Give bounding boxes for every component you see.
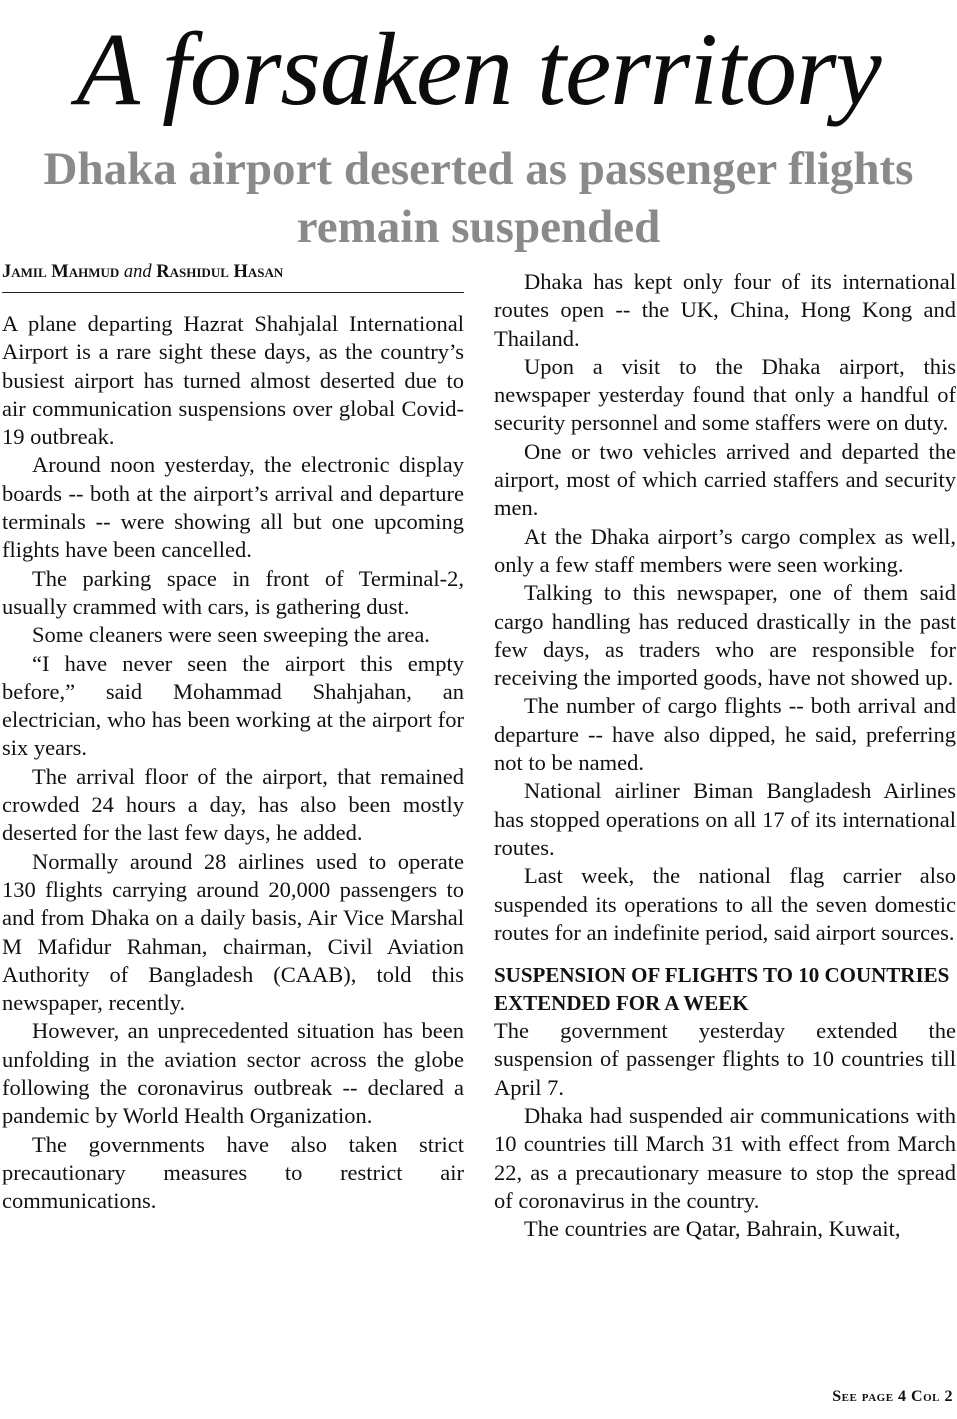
paragraph: Dhaka has kept only four of its international routes open -- the UK, China, Hong Kong and Thailand. [494, 269, 956, 351]
paragraph: Some cleaners were seen sweeping the area. [32, 622, 430, 648]
paragraph: The government yesterday extended the suspension of passenger flights to 10 countries till April 7. [494, 1018, 956, 1100]
paragraph: A plane departing Hazrat Shahjalal International Airport is a rare sight these days, as the country’s busiest airport has turned almost deserted due to air communication suspensions over global Covid-19 outbreak. [2, 311, 464, 450]
author-name: Rashidul Hasan [156, 262, 284, 282]
paragraph: The number of cargo flights -- both arrival and departure -- have also dipped, he said, preferring not to be named. [494, 693, 956, 776]
author-name: Jamil Mahmud [2, 262, 120, 282]
paragraph: One or two vehicles arrived and departed the airport, most of which carried staffers and security men. [494, 438, 956, 521]
paragraph: Dhaka had suspended air communications with 10 countries till March 31 with effect from March 22, as a precautionary measure to stop the spread of coronavirus in the country. [494, 1103, 956, 1213]
paragraph: Normally around 28 airlines used to operate 130 flights carrying around 20,000 passengers to and from Dhaka on a daily basis, Air Vice Marshal M Mafidur Rahman, chairman, Civil Aviation Authority of Bangladesh (CAAB), told this newspaper, recently. [2, 848, 464, 1016]
byline [2, 260, 464, 293]
byline-conjunction: and [123, 262, 152, 282]
subsection-heading: SUSPENSION OF FLIGHTS TO 10 COUNTRIES EXTENDED FOR A WEEK [494, 963, 950, 1016]
paragraph: The arrival floor of the airport, that remained crowded 24 hours a day, has also been mostly deserted for the last few days, he added. [2, 763, 464, 846]
paragraph: However, an unprecedented situation has been unfolding in the aviation sector across the globe following the coronavirus outbreak -- declared a pandemic by World Health Organization. [2, 1018, 464, 1129]
paragraph: At the Dhaka airport’s cargo complex as well, only a few staff members were seen working. [494, 523, 956, 577]
subheadline: Dhaka airport deserted as passenger flights remain suspended [43, 143, 914, 253]
paragraph: “I have never seen the airport this empty before,” said Mohammad Shahjahan, an electrician, who has been working at the airport for six years. [2, 650, 464, 761]
headline: A forsaken territory [76, 12, 881, 127]
article-column-1 [2, 310, 464, 1216]
paragraph: Upon a visit to the Dhaka airport, this newspaper yesterday found that only a handful of security personnel and some staffers were on duty. [494, 353, 956, 436]
jump-line: See page 4 Col 2 [832, 1388, 953, 1405]
paragraph: Around noon yesterday, the electronic display boards -- both at the airport’s arrival and departure terminals -- were showing all but one upcoming flights have been cancelled. [2, 452, 464, 563]
paragraph: Last week, the national flag carrier also suspended its operations to all the seven domestic routes for an indefinite period, said airport sources. [494, 863, 956, 945]
paragraph: National airliner Biman Bangladesh Airlines has stopped operations on all 17 of its international routes. [494, 778, 956, 860]
article-column-2 [494, 268, 956, 1244]
paragraph: The countries are Qatar, Bahrain, Kuwait, [524, 1216, 901, 1242]
paragraph: The parking space in front of Terminal-2, usually crammed with cars, is gathering dust. [2, 565, 464, 619]
paragraph: The governments have also taken strict precautionary measures to restrict air communications. [2, 1131, 464, 1214]
paragraph: Talking to this newspaper, one of them said cargo handling has reduced drastically in the past few days, as traders who are responsible for receiving the imported goods, have not showed up. [494, 580, 956, 691]
